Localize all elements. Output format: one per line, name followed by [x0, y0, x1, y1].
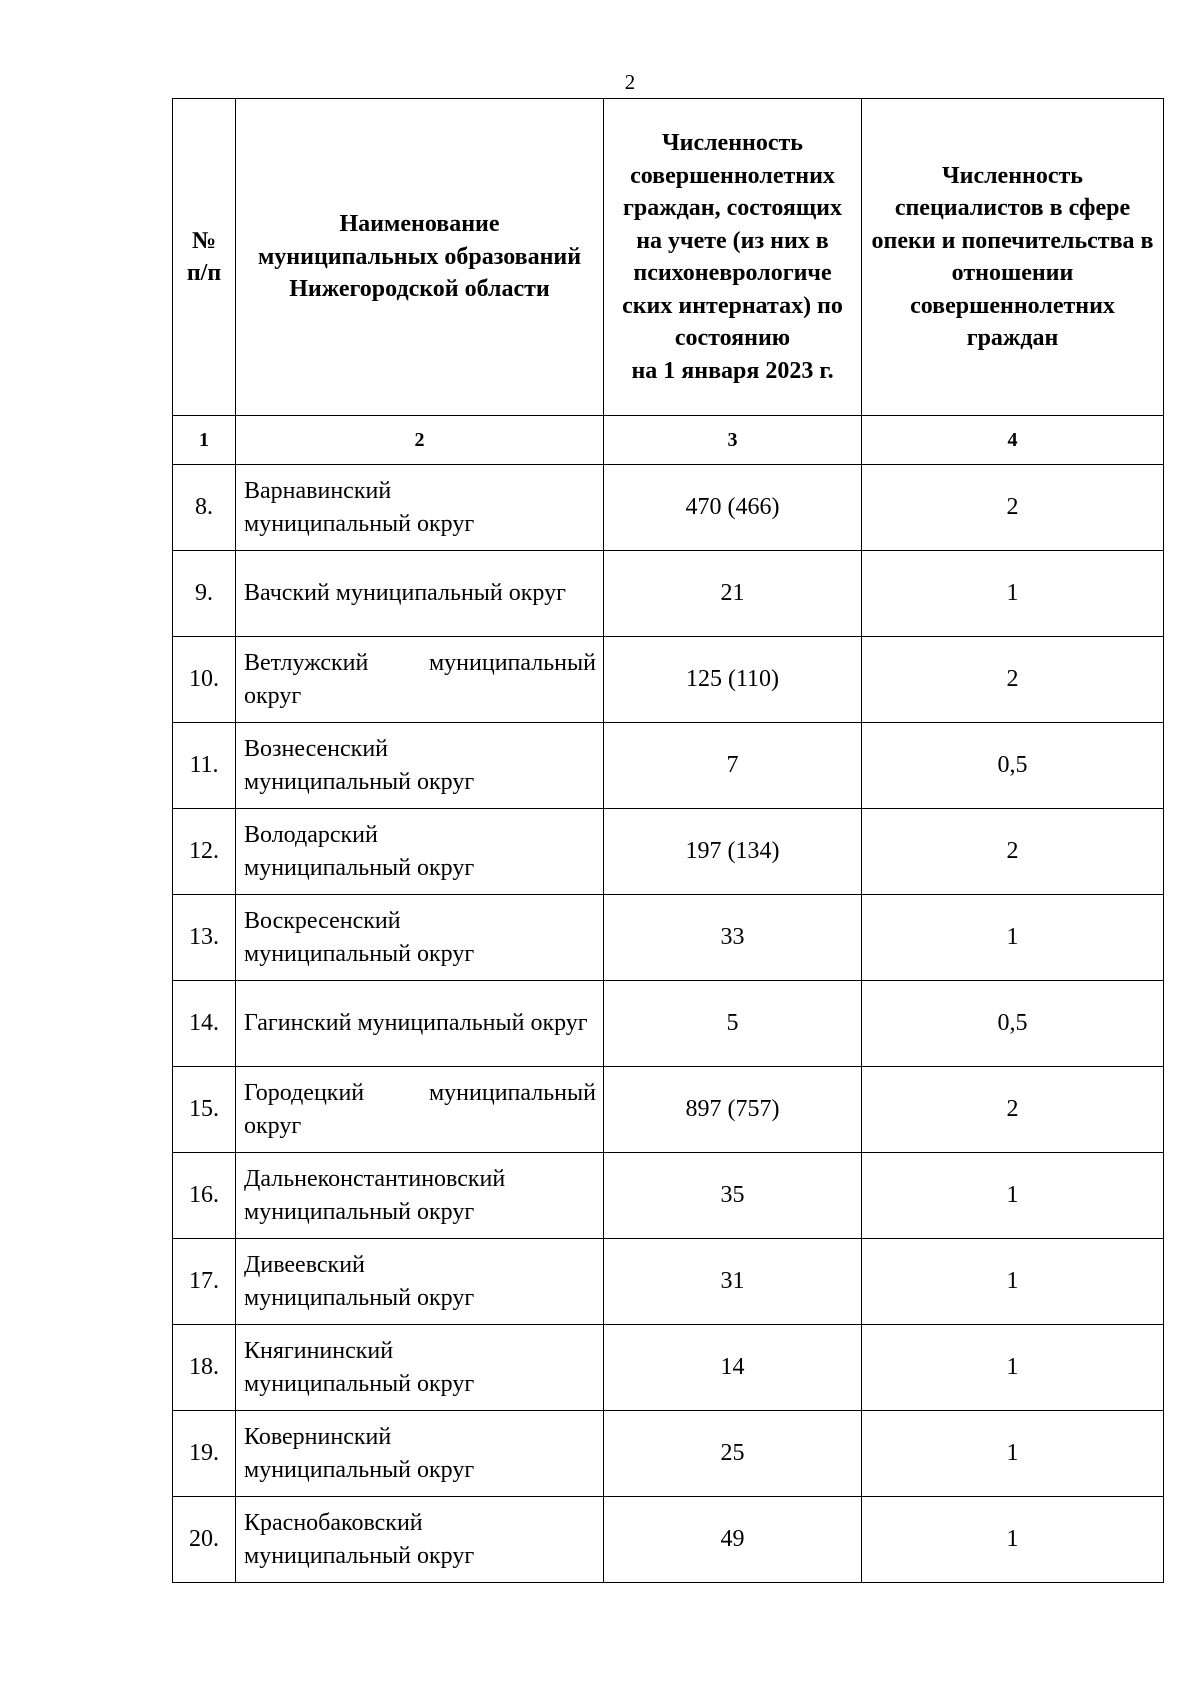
- data-table: [172, 98, 1164, 1583]
- adult-citizens-count: 25: [604, 1411, 862, 1497]
- row-number: 8.: [173, 465, 236, 551]
- table-header-row: [173, 99, 1164, 416]
- municipality-name: Варнавинский муниципальный округ: [236, 465, 604, 551]
- municipality-name: Гагинский муниципальный округ: [236, 981, 604, 1067]
- table-row: [173, 551, 1164, 637]
- specialists-count: 1: [862, 1411, 1164, 1497]
- column-numbers-row: [173, 416, 1164, 465]
- municipality-name: Вачский муниципальный округ: [236, 551, 604, 637]
- specialists-count: 2: [862, 465, 1164, 551]
- row-number: 16.: [173, 1153, 236, 1239]
- table-body: [173, 465, 1164, 1583]
- table-row: [173, 1411, 1164, 1497]
- table-row: [173, 1325, 1164, 1411]
- table-row: [173, 895, 1164, 981]
- specialists-count: 2: [862, 809, 1164, 895]
- adult-citizens-count: 5: [604, 981, 862, 1067]
- adult-citizens-count: 33: [604, 895, 862, 981]
- row-number: 19.: [173, 1411, 236, 1497]
- header-municipality-name: Наименование муниципальных образований Нижегородской области: [236, 99, 604, 416]
- row-number: 9.: [173, 551, 236, 637]
- adult-citizens-count: 49: [604, 1497, 862, 1583]
- municipality-name: Вознесенский муниципальный округ: [236, 723, 604, 809]
- row-number: 17.: [173, 1239, 236, 1325]
- municipality-name: Ветлужский муниципальный округ: [236, 637, 604, 723]
- header-specialists-count: Численность специалистов в сфере опеки и попечительства в отношении совершеннолетних граждан: [862, 99, 1164, 416]
- specialists-count: 1: [862, 1325, 1164, 1411]
- specialists-count: 1: [862, 1497, 1164, 1583]
- municipality-name: Городецкий муниципальный округ: [236, 1067, 604, 1153]
- specialists-count: 1: [862, 895, 1164, 981]
- row-number: 11.: [173, 723, 236, 809]
- page-number: 2: [624, 70, 636, 94]
- adult-citizens-count: 14: [604, 1325, 862, 1411]
- adult-citizens-count: 125 (110): [604, 637, 862, 723]
- column-number: 1: [173, 416, 236, 465]
- municipality-name: Княгининский муниципальный округ: [236, 1325, 604, 1411]
- adult-citizens-count: 197 (134): [604, 809, 862, 895]
- column-number: 3: [604, 416, 862, 465]
- table-row: [173, 465, 1164, 551]
- adult-citizens-count: 897 (757): [604, 1067, 862, 1153]
- specialists-count: 2: [862, 1067, 1164, 1153]
- specialists-count: 1: [862, 551, 1164, 637]
- header-adult-citizens-count: Численность совершеннолетних граждан, состоящих на учете (из них в психоневрологиче ских интернатах) по состоянию на 1 января 2023 г.: [604, 99, 862, 416]
- specialists-count: 1: [862, 1239, 1164, 1325]
- row-number: 20.: [173, 1497, 236, 1583]
- table-row: [173, 809, 1164, 895]
- column-number: 4: [862, 416, 1164, 465]
- adult-citizens-count: 31: [604, 1239, 862, 1325]
- adult-citizens-count: 35: [604, 1153, 862, 1239]
- specialists-count: 0,5: [862, 981, 1164, 1067]
- row-number: 18.: [173, 1325, 236, 1411]
- table-row: [173, 1153, 1164, 1239]
- row-number: 13.: [173, 895, 236, 981]
- row-number: 14.: [173, 981, 236, 1067]
- header-number: № п/п: [173, 99, 236, 416]
- row-number: 12.: [173, 809, 236, 895]
- municipality-name: Воскресенский муниципальный округ: [236, 895, 604, 981]
- column-number: 2: [236, 416, 604, 465]
- municipality-name: Володарский муниципальный округ: [236, 809, 604, 895]
- municipality-name: Дивеевский муниципальный округ: [236, 1239, 604, 1325]
- municipality-name: Дальнеконстантиновский муниципальный округ: [236, 1153, 604, 1239]
- table-row: [173, 1497, 1164, 1583]
- municipality-name: Краснобаковский муниципальный округ: [236, 1497, 604, 1583]
- specialists-count: 2: [862, 637, 1164, 723]
- adult-citizens-count: 7: [604, 723, 862, 809]
- adult-citizens-count: 21: [604, 551, 862, 637]
- table-row: [173, 1067, 1164, 1153]
- specialists-count: 0,5: [862, 723, 1164, 809]
- table-row: [173, 637, 1164, 723]
- row-number: 10.: [173, 637, 236, 723]
- adult-citizens-count: 470 (466): [604, 465, 862, 551]
- table-row: [173, 981, 1164, 1067]
- table-row: [173, 723, 1164, 809]
- row-number: 15.: [173, 1067, 236, 1153]
- table-row: [173, 1239, 1164, 1325]
- municipality-name: Ковернинский муниципальный округ: [236, 1411, 604, 1497]
- specialists-count: 1: [862, 1153, 1164, 1239]
